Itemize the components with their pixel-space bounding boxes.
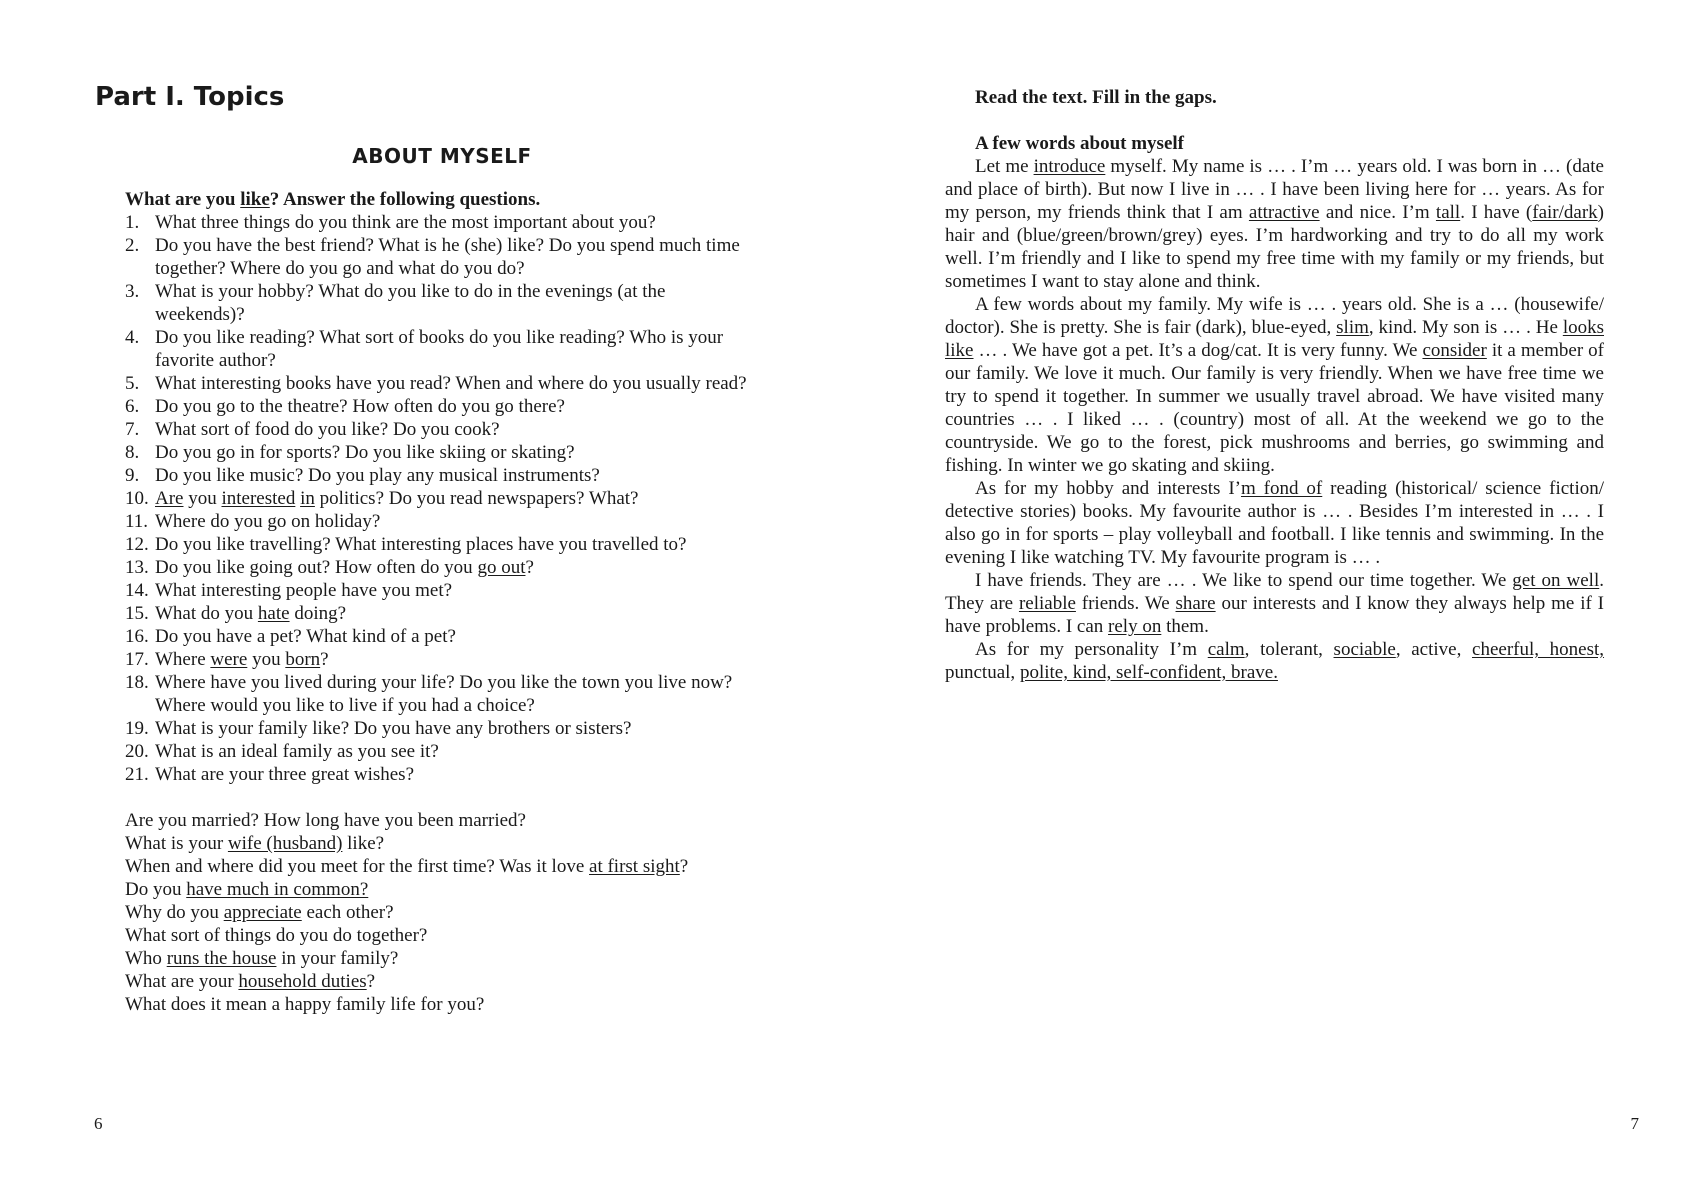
text-run: punctual, <box>945 662 1020 683</box>
extra-question <box>125 970 759 993</box>
text-paragraph <box>945 569 1604 638</box>
text-run: them. <box>1161 616 1209 637</box>
spacer <box>125 786 759 809</box>
text-run: What are your three great wishes? <box>155 764 415 785</box>
underlined-term: have much in common? <box>186 879 369 900</box>
question-item <box>125 740 759 763</box>
text-paragraph <box>945 293 1604 477</box>
page-number-right: 7 <box>1630 1114 1639 1133</box>
text-paragraph <box>945 638 1604 684</box>
text-run: Do you have a pet? What kind of a pet? <box>155 626 456 647</box>
question-item <box>125 648 759 671</box>
underlined-term: m fond of <box>1240 478 1323 499</box>
question-item <box>125 717 759 740</box>
text-run: What is an ideal family as you see it? <box>155 741 439 762</box>
question-item <box>125 763 759 786</box>
extra-question <box>125 901 759 924</box>
questions-block <box>125 188 759 1016</box>
question-number: 8. <box>125 442 140 463</box>
text-run: As for my hobby and interests I’ <box>975 478 1241 499</box>
text-run: like? <box>342 833 385 854</box>
text-run: our interests and I know they always help me if I have problems. I can <box>945 593 1604 637</box>
right-page <box>845 0 1689 1199</box>
question-item <box>125 671 759 717</box>
question-number: 13. <box>125 557 149 578</box>
text-run: you <box>247 649 286 670</box>
text-run: in your family? <box>276 948 399 969</box>
text-run: ) hair and (blue/green/brown/grey) eyes. I’m hardworking and try to do all my work well. I’m friendly and I like to spend my free time with my family or my friends, but sometimes I want to stay alone and think. <box>945 202 1604 292</box>
underlined-term: slim <box>1336 317 1369 338</box>
text-run: , tolerant, <box>1244 639 1334 660</box>
underlined-term: sociable <box>1333 639 1396 660</box>
question-number: 11. <box>125 511 149 532</box>
text-run: Who <box>125 948 167 969</box>
question-item <box>125 280 759 326</box>
extra-question <box>125 855 759 878</box>
task-instruction: Read the text. Fill in the gaps. <box>975 87 1217 108</box>
underlined-term: looks like <box>945 317 1604 361</box>
text-run: . I have ( <box>1460 202 1533 223</box>
text-run: What is your hobby? What do you like to do in the evenings (at the weekends)? <box>155 281 666 325</box>
underlined-term: were <box>210 649 248 670</box>
question-number: 1. <box>125 212 140 233</box>
text-run: Where do you go on holiday? <box>155 511 381 532</box>
text-run: each other? <box>301 902 394 923</box>
question-number: 17. <box>125 649 149 670</box>
text-run: you <box>183 488 222 509</box>
text-run: What is your family like? Do you have any brothers or sisters? <box>155 718 632 739</box>
extra-questions <box>125 809 759 1016</box>
question-item <box>125 326 759 372</box>
text-run: What interesting books have you read? When and where do you usually read? <box>155 373 747 394</box>
question-number: 18. <box>125 672 149 693</box>
text-run: , active, <box>1395 639 1473 660</box>
text-run: Do you have the best friend? What is he (she) like? Do you spend much time together? Where do you go and what do you do? <box>155 235 740 279</box>
text-run: What do you <box>155 603 258 624</box>
text-run: doing? <box>289 603 347 624</box>
text-paragraph <box>945 477 1604 569</box>
text-run: Let me <box>975 156 1034 177</box>
question-number: 9. <box>125 465 140 486</box>
question-number: 16. <box>125 626 149 647</box>
text-run: Why do you <box>125 902 224 923</box>
text-run: ? Answer the following questions. <box>269 189 541 210</box>
underlined-term: go out <box>477 557 526 578</box>
text-title: A few words about myself <box>975 133 1184 154</box>
question-number: 3. <box>125 281 140 302</box>
reading-block <box>945 86 1604 684</box>
underlined-term: interested <box>221 488 296 509</box>
text-run: Are you married? How long have you been married? <box>125 810 526 831</box>
underlined-term: at first sight <box>589 856 680 877</box>
text-run: Do you <box>125 879 187 900</box>
underlined-term: hate <box>257 603 290 624</box>
text-run: ? <box>525 557 534 578</box>
section-title: ABOUT MYSELF <box>352 144 532 168</box>
text-run: Do you like reading? What sort of books do you like reading? Who is your favorite author? <box>155 327 724 371</box>
extra-question <box>125 947 759 970</box>
question-number: 19. <box>125 718 149 739</box>
text-run: and nice. I’m <box>1319 202 1436 223</box>
extra-question <box>125 832 759 855</box>
questions-instruction <box>125 188 759 211</box>
question-item <box>125 418 759 441</box>
underlined-term: Are <box>155 488 184 509</box>
question-item <box>125 556 759 579</box>
text-run: Do you like going out? How often do you <box>155 557 478 578</box>
question-number: 14. <box>125 580 149 601</box>
question-number: 21. <box>125 764 149 785</box>
question-item <box>125 395 759 418</box>
underlined-term: fair/dark <box>1532 202 1598 223</box>
question-item <box>125 625 759 648</box>
question-item <box>125 441 759 464</box>
text-run: … . We have got a pet. It’s a dog/cat. It is very funny. We <box>973 340 1423 361</box>
text-run: What are your <box>125 971 239 992</box>
question-item <box>125 602 759 625</box>
question-number: 12. <box>125 534 149 555</box>
text-run: A few words about my family. My wife is … . years old. She is a … (housewife/ doctor). She is pretty. She is fair (dark), blue-eyed, <box>945 294 1604 338</box>
extra-question <box>125 809 759 832</box>
question-item <box>125 372 759 395</box>
text-run: Do you like travelling? What interesting places have you travelled to? <box>155 534 687 555</box>
underlined-term: polite, kind, self-confident, brave. <box>1019 662 1278 683</box>
question-item <box>125 579 759 602</box>
underlined-term: cheerful, honest, <box>1472 639 1605 660</box>
extra-question <box>125 878 759 901</box>
question-number: 7. <box>125 419 140 440</box>
question-number: 6. <box>125 396 140 417</box>
question-item <box>125 487 759 510</box>
text-run: ? <box>679 856 689 877</box>
underlined-term: appreciate <box>223 902 302 923</box>
text-run: ? <box>320 649 329 670</box>
underlined-term: get on well <box>1512 570 1600 591</box>
underlined-term: household duties <box>238 971 367 992</box>
text-run: What are you <box>125 189 241 210</box>
text-run: myself. My name is … . I’m … years old. I was born in … (date and place of birth). But now I live in … . I have been living here for … years. As for my person, my friends think that I am <box>945 156 1604 223</box>
underlined-term: calm <box>1207 639 1245 660</box>
question-item <box>125 533 759 556</box>
underlined-term: like <box>240 189 270 210</box>
text-run: Where <box>155 649 211 670</box>
underlined-term: born <box>285 649 321 670</box>
underlined-term: attractive <box>1248 202 1320 223</box>
question-number: 15. <box>125 603 149 624</box>
text-run: What sort of things do you do together? <box>125 925 428 946</box>
extra-question <box>125 993 759 1016</box>
text-run: ? <box>366 971 376 992</box>
underlined-term: in <box>300 488 315 509</box>
text-run: Do you go to the theatre? How often do you go there? <box>155 396 565 417</box>
question-item <box>125 510 759 533</box>
text-run: Do you like music? Do you play any musical instruments? <box>155 465 600 486</box>
underlined-term: tall <box>1435 202 1461 223</box>
extra-question <box>125 924 759 947</box>
question-list <box>125 211 759 786</box>
text-run: What is your <box>125 833 228 854</box>
question-number: 2. <box>125 235 140 256</box>
text-run: Where have you lived during your life? Do you like the town you live now? Where would you like to live if you had a choice? <box>155 672 733 716</box>
text-paragraph <box>945 155 1604 293</box>
text-run: . They are <box>945 570 1604 614</box>
text-run: , kind. My son is … . He <box>1368 317 1563 338</box>
underlined-term: reliable <box>1018 593 1076 614</box>
text-run: What interesting people have you met? <box>155 580 453 601</box>
text-run: I have friends. They are … . We like to spend our time together. We <box>975 570 1513 591</box>
underlined-term: runs the house <box>166 948 277 969</box>
underlined-term: share <box>1175 593 1216 614</box>
underlined-term: consider <box>1422 340 1487 361</box>
question-item <box>125 234 759 280</box>
text-run: it a member of our family. We love it much. Our family is very friendly. When we have free time we try to spend it together. In summer we usually travel abroad. We have visited many countries … . I liked … . (country) most of all. At the weekend we go to the countryside. We go to the forest, pick mushrooms and berries, go swimming and fishing. In winter we go skating and skiing. <box>945 340 1604 476</box>
part-title: Part I. Topics <box>95 82 285 112</box>
text-run: As for my personality I’m <box>975 639 1208 660</box>
underlined-term: introduce <box>1033 156 1106 177</box>
question-number: 10. <box>125 488 149 509</box>
text-run: What three things do you think are the most important about you? <box>155 212 656 233</box>
text-run: Do you go in for sports? Do you like skiing or skating? <box>155 442 575 463</box>
question-item <box>125 464 759 487</box>
underlined-term: wife (husband) <box>227 833 343 854</box>
question-number: 20. <box>125 741 149 762</box>
text-run: When and where did you meet for the first time? Was it love <box>125 856 590 877</box>
page-number-left: 6 <box>94 1114 103 1133</box>
reading-text <box>945 155 1604 684</box>
text-run: What sort of food do you like? Do you cook? <box>155 419 500 440</box>
text-run: friends. We <box>1075 593 1176 614</box>
question-number: 5. <box>125 373 140 394</box>
question-item <box>125 211 759 234</box>
question-number: 4. <box>125 327 140 348</box>
text-run: reading (historical/ science fiction/ detective stories) books. My favourite author is … . Besides I’m interested in … . I also go in for sports – play volleyball and football. I like tennis and swimming. In the evening I like watching TV. My favourite program is … . <box>945 478 1605 568</box>
text-run: politics? Do you read newspapers? What? <box>314 488 639 509</box>
underlined-term: rely on <box>1108 616 1162 637</box>
text-run: What does it mean a happy family life for you? <box>125 994 485 1015</box>
